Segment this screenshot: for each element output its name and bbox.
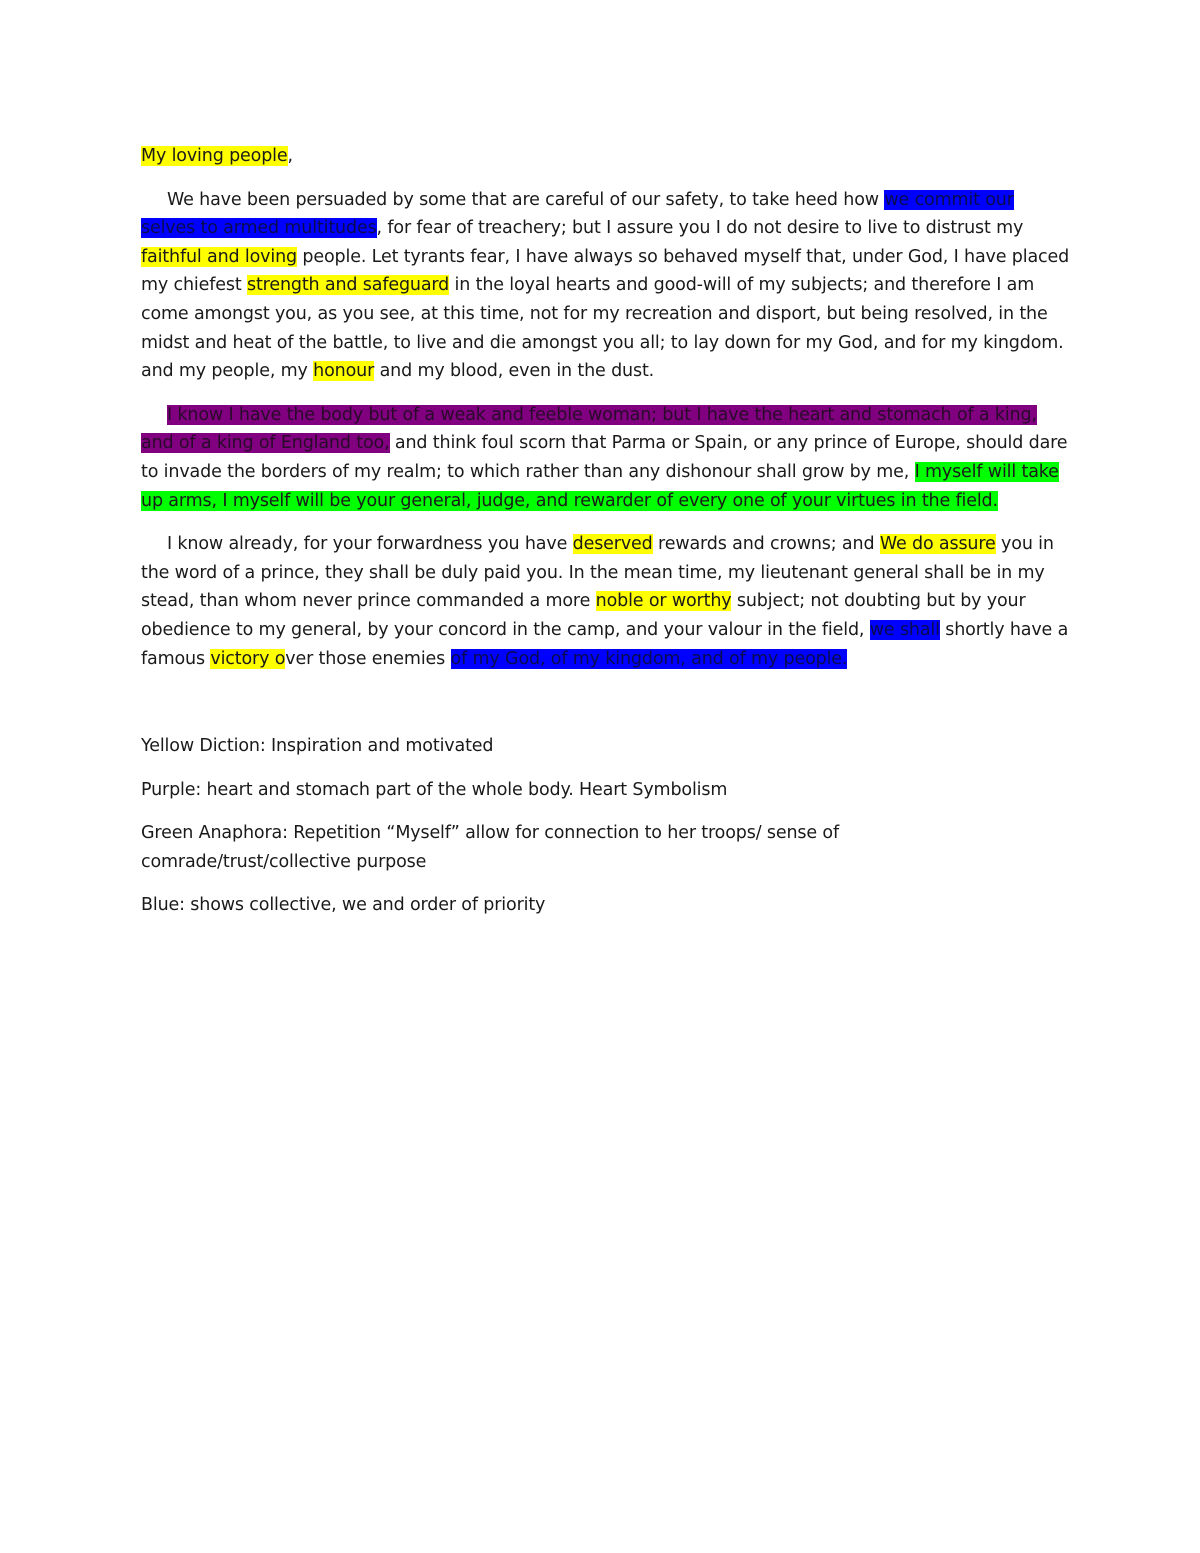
highlight-yellow: victory o [210, 648, 286, 669]
speech-paragraph-1 [141, 186, 1071, 386]
highlight-yellow: deserved [572, 534, 653, 555]
highlight-blue: we commit our selves to armed multitudes [141, 189, 1014, 239]
text-run: and my blood, even in the dust. [374, 361, 655, 382]
highlight-yellow: strength and safeguard [246, 275, 450, 296]
salutation-punctuation: , [287, 146, 293, 166]
text-run: subject; not doubting but by your obedience to my general, by your concord in the camp, and your valour in the field, [141, 591, 1026, 640]
highlight-yellow: We do assure [879, 534, 996, 555]
text-run: I know already, for your forwardness you have [167, 534, 573, 555]
text-run: We have been persuaded by some that are careful of our safety, to take heed how [167, 189, 885, 210]
highlight-yellow: faithful and loving [141, 246, 298, 267]
note-purple: Purple: heart and stomach part of the whole body. Heart Symbolism [141, 779, 728, 800]
text-run: people. Let tyrants fear, I have always so behaved myself that, under God, I have placed my chiefest [141, 246, 1070, 296]
text-run: and think foul scorn that Parma or Spain, or any prince of Europe, should dare to invade the borders of my realm; to which rather than any dishonour shall grow by me, [141, 433, 1068, 482]
salutation [141, 142, 1071, 171]
text-run: you in the word of a prince, they shall be duly paid you. In the mean time, my lieutenant general shall be in my stead, than whom never prince commanded a more [141, 534, 1054, 612]
speech-paragraph-3 [141, 530, 1071, 673]
section-spacer [141, 688, 1071, 732]
text-run: ver those enemies [285, 648, 451, 669]
note-blue: Blue: shows collective, we and order of priority [141, 895, 546, 916]
text-run: , for fear of treachery; but I assure you I do not desire to live to distrust my [376, 218, 1024, 239]
highlight-yellow: noble or worthy [595, 591, 732, 612]
highlight-yellow: honour [313, 361, 375, 382]
note-green: Green Anaphora: Repetition “Myself” allow for connection to her troops/ sense of comrade/trust/collective purpose [141, 823, 839, 872]
highlight-purple: I know I have the body but of a weak and feeble woman; but I have the heart and stomach of a king, and of a king of England too, [141, 404, 1037, 454]
highlight-blue: we shall [869, 619, 940, 640]
text-run: shortly have a famous [141, 619, 1069, 669]
highlight-green: I myself will take up arms, I myself will be your general, judge, and rewarder of every one of your virtues in the field. [141, 461, 1059, 511]
speech-paragraph-2 [141, 401, 1071, 515]
highlight-blue: of my God, of my kingdom, and of my people. [450, 648, 848, 669]
text-run: in the loyal hearts and good-will of my subjects; and therefore I am come amongst you, as you see, at this time, not for my recreation and disport, but being resolved, in the midst and heat of the battle, to live and die amongst you all; to lay down for my God, and for my kingdom. and my people, my [141, 275, 1064, 382]
document-body [141, 142, 1071, 935]
note-yellow: Yellow Diction: Inspiration and motivated [141, 736, 494, 757]
text-run: rewards and crowns; and [652, 534, 880, 555]
highlight-yellow: My loving people [141, 146, 288, 166]
